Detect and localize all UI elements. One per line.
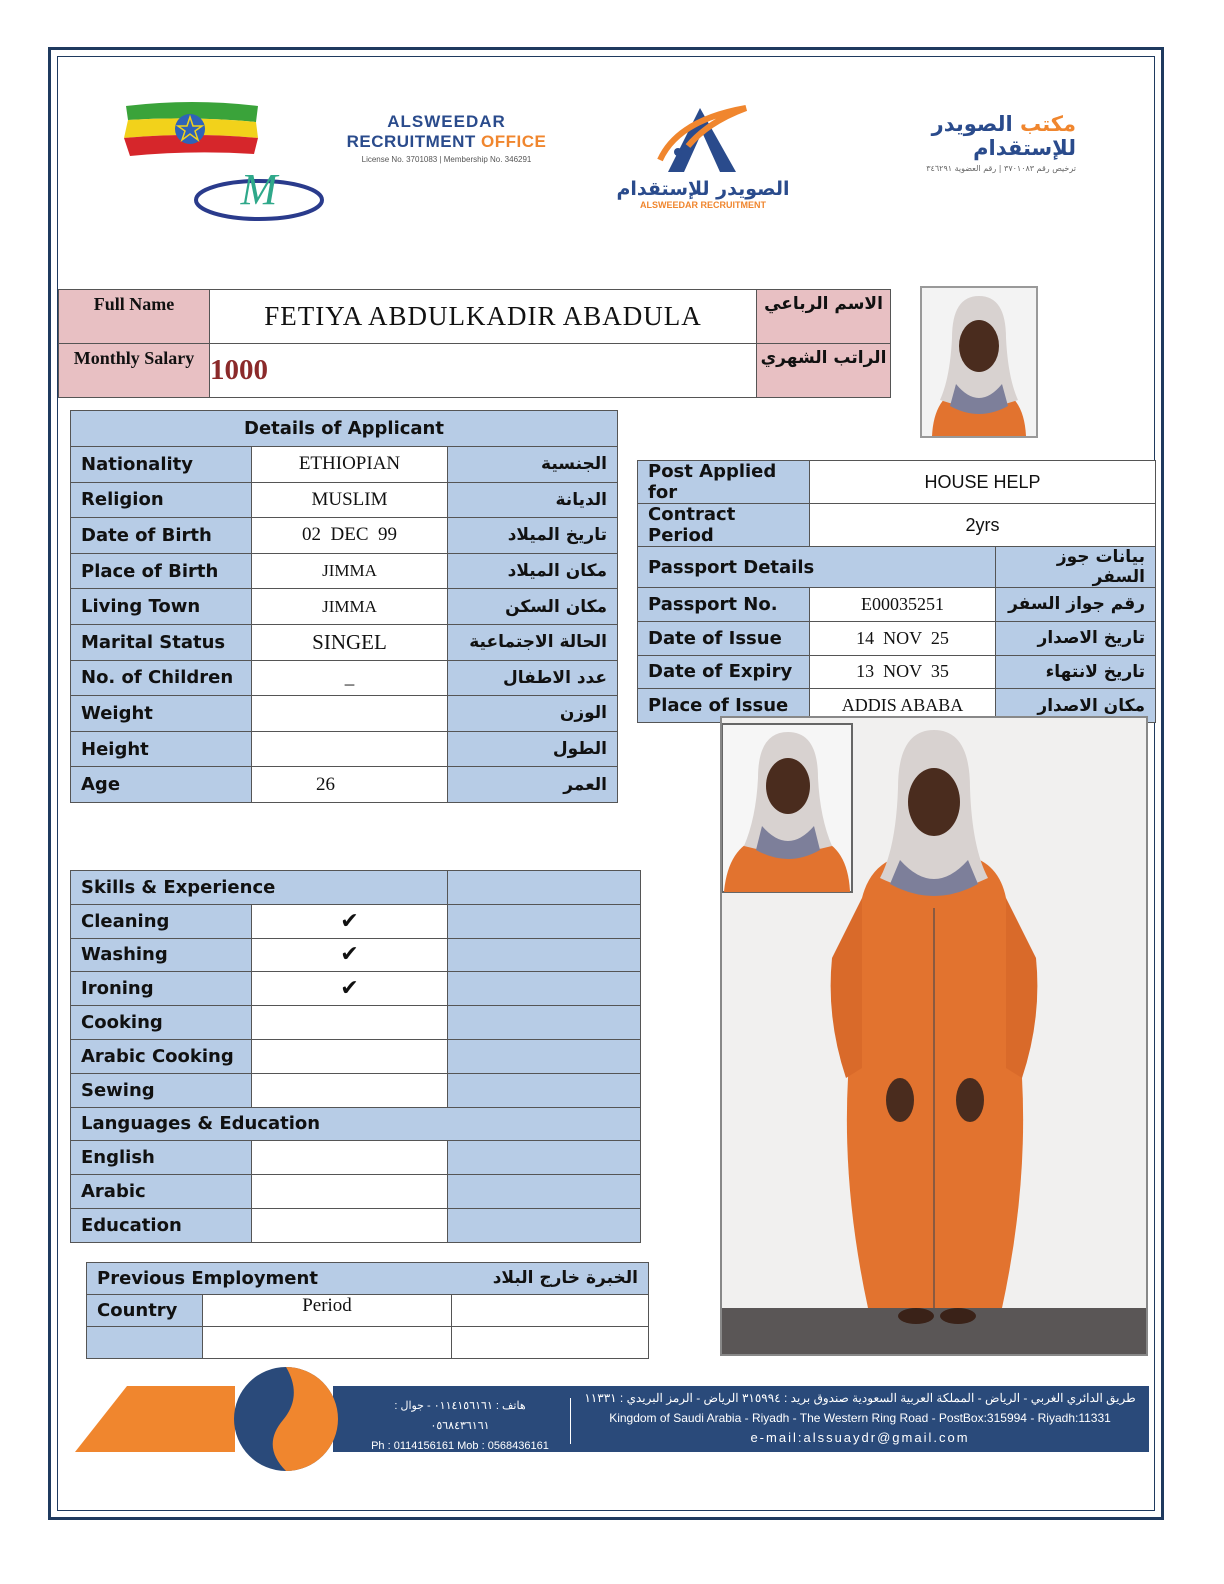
table-row — [71, 553, 618, 589]
table-row — [71, 1039, 641, 1073]
nationality-value: ETHIOPIAN — [252, 447, 448, 483]
passport-section-title-ar: بيانات جوز السفر — [996, 547, 1156, 588]
table-row — [71, 589, 618, 625]
skill-cleaning-check: ✔ — [252, 904, 448, 938]
skills-blank-cell — [448, 871, 641, 905]
dob-value: 02 DEC 99 — [252, 518, 448, 554]
issue-place-value: ADDIS ABABA — [810, 689, 996, 723]
svg-text:M: M — [240, 170, 278, 214]
religion-label: Religion — [71, 482, 252, 518]
education-label: Education — [71, 1208, 252, 1242]
skill-washing-label: Washing — [71, 938, 252, 972]
table-row — [638, 504, 1156, 547]
religion-label-ar: الديانة — [448, 482, 618, 518]
office-arabic-name: الصويدر للإستقدام — [931, 112, 1076, 160]
table-row — [71, 731, 618, 767]
passport-section-title: Passport Details — [638, 547, 996, 588]
logo-arabic-name: الصويدر للإستقدام — [616, 178, 790, 200]
living-town-value: JIMMA — [252, 589, 448, 625]
living-town-label-ar: مكان السكن — [448, 589, 618, 625]
skills-title: Skills & Experience — [71, 871, 448, 905]
office-arabic-title — [822, 112, 1076, 160]
table-row — [71, 938, 641, 972]
full-body-photo — [720, 716, 1148, 1356]
passport-no-label-ar: رقم جواز السفر — [996, 588, 1156, 622]
office-logo-ar — [822, 112, 1076, 173]
table-row — [638, 461, 1156, 504]
skills-table — [70, 870, 641, 1243]
office-license: License No. 3701083 | Membership No. 346291 — [361, 155, 532, 164]
weight-label-ar: الوزن — [448, 696, 618, 732]
employment-blank-cell — [452, 1327, 649, 1359]
table-row — [638, 655, 1156, 689]
table-row — [71, 1006, 641, 1040]
skill-blank-cell — [448, 1006, 641, 1040]
contract-value: 2yrs — [810, 504, 1156, 547]
pob-value: JIMMA — [252, 553, 448, 589]
salary-value: 1000 — [210, 344, 757, 398]
marital-status-label: Marital Status — [71, 624, 252, 660]
weight-value — [252, 696, 448, 732]
skill-blank-cell — [448, 1073, 641, 1107]
footer-address-en: Kingdom of Saudi Arabia - Riyadh - The Western Ring Road - PostBox:315994 - Riyadh:11331 — [609, 1411, 1111, 1425]
dob-label-ar: تاريخ الميلاد — [448, 518, 618, 554]
lang-english-value — [252, 1141, 448, 1175]
issue-date-value: 14 NOV 25 — [810, 621, 996, 655]
passport-table — [637, 460, 1156, 723]
table-row — [71, 1073, 641, 1107]
alsweedar-a-logo — [612, 100, 794, 220]
pob-label-ar: مكان الميلاد — [448, 553, 618, 589]
skill-arabic-cooking-check — [252, 1039, 448, 1073]
table-row — [638, 588, 1156, 622]
footer — [75, 1366, 1149, 1472]
employment-blank-cell — [452, 1295, 649, 1327]
employment-title-ar: الخبرة خارج البلاد — [492, 1268, 638, 1288]
age-label-ar: العمر — [448, 767, 618, 803]
office-arabic-maktab: مكتب — [1019, 112, 1076, 136]
lang-blank-cell — [448, 1141, 641, 1175]
office-logo-en — [334, 112, 559, 164]
table-row — [71, 660, 618, 696]
table-row — [71, 624, 618, 660]
footer-email: e-mail:alssuaydr@gmail.com — [750, 1430, 970, 1445]
footer-orange-shape-icon — [75, 1386, 235, 1452]
table-row — [71, 904, 641, 938]
children-label: No. of Children — [71, 660, 252, 696]
full-body-image — [722, 718, 1146, 1354]
living-town-label: Living Town — [71, 589, 252, 625]
skill-cooking-label: Cooking — [71, 1006, 252, 1040]
passport-no-value: E00035251 — [810, 588, 996, 622]
marital-status-label-ar: الحالة الاجتماعية — [448, 624, 618, 660]
contract-label: Contract Period — [638, 504, 810, 547]
portrait-image — [922, 288, 1036, 436]
expiry-date-value: 13 NOV 35 — [810, 655, 996, 689]
applicant-details-table — [70, 410, 618, 803]
ethiopia-flag-icon — [122, 100, 262, 158]
office-name-line1: ALSWEEDAR — [387, 112, 506, 131]
footer-phone-en: Ph : 0114156161 Mob : 0568436161 — [371, 1440, 549, 1452]
previous-employment-table — [86, 1262, 649, 1359]
footer-circle-logo-icon — [231, 1366, 341, 1472]
office-name-line2 — [334, 132, 559, 152]
skill-blank-cell — [448, 904, 641, 938]
post-label: Post Applied for — [638, 461, 810, 504]
table-row — [71, 1175, 641, 1209]
skill-washing-check: ✔ — [252, 938, 448, 972]
footer-phone-ar: هاتف : ٠١١٤١٥٦١٦١ - جوال : ٠٥٦٨٤٣٦١٦١ — [394, 1400, 526, 1432]
issue-date-label-ar: تاريخ الاصدار — [996, 621, 1156, 655]
skill-blank-cell — [448, 938, 641, 972]
office-name-office: OFFICE — [481, 132, 547, 151]
skill-sewing-label: Sewing — [71, 1073, 252, 1107]
weight-label: Weight — [71, 696, 252, 732]
height-value — [252, 731, 448, 767]
table-row — [87, 1327, 649, 1359]
table-row — [71, 1141, 641, 1175]
footer-address-ar: طريق الدائري الغربي - الرياض - المملكة العربية السعودية صندوق بريد : ٣١٥٩٩٤ الرياض - الرمز البريدي : ١١٣٣١ — [584, 1391, 1136, 1405]
age-label: Age — [71, 767, 252, 803]
children-value: _ — [252, 660, 448, 696]
nationality-label: Nationality — [71, 447, 252, 483]
identity-table — [58, 289, 891, 398]
lang-english-label: English — [71, 1141, 252, 1175]
height-label: Height — [71, 731, 252, 767]
dob-label: Date of Birth — [71, 518, 252, 554]
table-row — [87, 1295, 649, 1327]
expiry-date-label: Date of Expiry — [638, 655, 810, 689]
details-title: Details of Applicant — [71, 411, 618, 447]
footer-divider — [570, 1398, 571, 1444]
expiry-date-label-ar: تاريخ لانتهاء — [996, 655, 1156, 689]
skill-blank-cell — [448, 972, 641, 1006]
portrait-photo — [920, 286, 1038, 438]
office-name-recruitment: RECRUITMENT — [346, 132, 482, 151]
issue-place-label-ar: مكان الاصدار — [996, 689, 1156, 723]
table-row — [71, 972, 641, 1006]
pob-label: Place of Birth — [71, 553, 252, 589]
issue-place-label: Place of Issue — [638, 689, 810, 723]
table-row — [71, 518, 618, 554]
passport-no-label: Passport No. — [638, 588, 810, 622]
lang-arabic-value — [252, 1175, 448, 1209]
nationality-label-ar: الجنسية — [448, 447, 618, 483]
religion-value: MUSLIM — [252, 482, 448, 518]
m-logo-icon — [193, 170, 325, 222]
lang-blank-cell — [448, 1208, 641, 1242]
office-arabic-license: ترخيص رقم ٣٧٠١٠٨٣ | رقم العضوية ٣٤٦٢٩١ — [926, 164, 1076, 173]
fullname-value: FETIYA ABDULKADIR ABADULA — [210, 290, 757, 344]
table-row — [71, 767, 618, 803]
skill-cooking-check — [252, 1006, 448, 1040]
table-row — [71, 447, 618, 483]
skill-ironing-check: ✔ — [252, 972, 448, 1006]
table-row — [71, 482, 618, 518]
marital-status-value: SINGEL — [252, 624, 448, 660]
table-row — [638, 621, 1156, 655]
period-label: Period — [203, 1295, 452, 1327]
age-value: 26 — [252, 767, 448, 803]
table-row — [71, 1208, 641, 1242]
footer-phone — [365, 1396, 555, 1456]
logo-english-name: ALSWEEDAR RECRUITMENT — [640, 200, 766, 210]
skill-cleaning-label: Cleaning — [71, 904, 252, 938]
employment-title-cell — [87, 1263, 649, 1295]
fullname-label: Full Name — [59, 290, 210, 344]
height-label-ar: الطول — [448, 731, 618, 767]
salary-label-ar: الراتب الشهري — [757, 344, 891, 398]
children-label-ar: عدد الاطفال — [448, 660, 618, 696]
employment-title: Previous Employment — [97, 1268, 318, 1289]
skill-arabic-cooking-label: Arabic Cooking — [71, 1039, 252, 1073]
employment-blank-cell — [87, 1327, 203, 1359]
languages-title: Languages & Education — [71, 1107, 641, 1141]
skill-blank-cell — [448, 1039, 641, 1073]
table-row — [71, 696, 618, 732]
education-value — [252, 1208, 448, 1242]
issue-date-label: Date of Issue — [638, 621, 810, 655]
country-label: Country — [87, 1295, 203, 1327]
employment-blank-cell — [203, 1327, 452, 1359]
fullname-label-ar: الاسم الرباعي — [757, 290, 891, 344]
a-logo-icon — [648, 100, 758, 180]
footer-address — [580, 1388, 1140, 1448]
post-value: HOUSE HELP — [810, 461, 1156, 504]
lang-arabic-label: Arabic — [71, 1175, 252, 1209]
salary-label: Monthly Salary — [59, 344, 210, 398]
table-row — [638, 547, 1156, 588]
skill-sewing-check — [252, 1073, 448, 1107]
skill-ironing-label: Ironing — [71, 972, 252, 1006]
lang-blank-cell — [448, 1175, 641, 1209]
